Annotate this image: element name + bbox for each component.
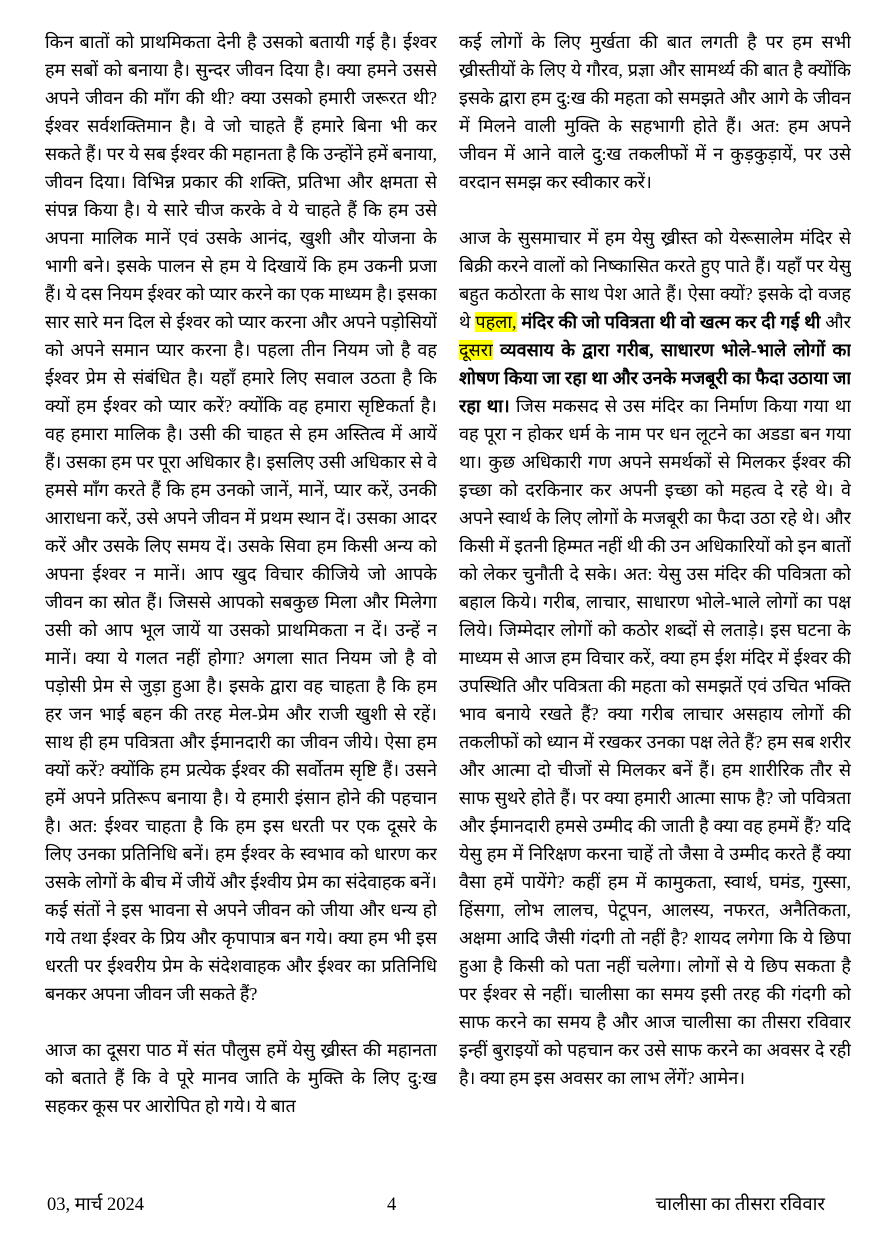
bold-text-run: व्यवसाय के द्वारा गरीब, साधारण भोले-भाले लोगों का शोषण किया जा रहा था और उनके मजबूरी का फैदा उठाया जा रहा था।	[459, 340, 851, 416]
page-body	[45, 28, 851, 1180]
bold-text-run: मंदिर की जो पवित्रता थी वो खत्म कर दी गई थी	[516, 312, 821, 332]
text-run: किन बातों को प्राथमिकता देनी है उसको बतायी गई है। ईश्वर हम सबों को बनाया है। सुन्दर जीवन दिया है। क्या हमने उससे अपने जीवन की माँग की थी? क्या उसको हमारी जरूरत थी? ईश्वर सर्वशक्तिमान है। वे जो चाहते हैं हमारे बिना भी कर सकते हैं। पर ये सब ईश्वर की महानता है कि उन्होंने हमें बनाया, जीवन दिया। विभिन्न प्रकार की शक्ति, प्रतिभा और क्षमता से संपन्न किया है। ये सारे चीज करके वे ये चाहते हैं कि हम उसे अपना मालिक मानें एवं उसके आनंद, खुशी और योजना के भागी बने। इसके पालन से हम ये दिखायें कि हम उकनी प्रजा हैं। ये दस नियम ईश्वर को प्यार करने का एक माध्यम है। इसका सार सारे मन दिल से ईश्वर को प्यार करना और अपने पड़ोसियों को अपने समान प्यार करना है। पहला तीन नियम जो है वह ईश्वर प्रेम से संबंधित है। यहाँ हमारे लिए सवाल उठता है कि क्यों हम ईश्वर को प्यार करें? क्योंकि वह हमारा सृष्टिकर्ता है। वह हमारा मालिक है। उसी की चाहत से हम अस्तित्व में आयें हैं। उसका हम पर पूरा अधिकार है। इसलिए उसी अधिकार से वे हमसे माँग करते हैं कि हम उनको जानें, मानें, प्यार करें, उनकी आराधना करें, उसे अपने जीवन में प्रथम स्थान दें। उसका आदर करें और उसके लिए समय दें। उसके सिवा हम किसी अन्य को अपना ईश्वर न मानें। आप खुद विचार कीजिये जो आपके जीवन का स्रोत हैं। जिससे आपको सबकुछ मिला और मिलेगा उसी को आप भूल जायें या उसको प्राथमिकता न दें। उन्हें न मानें। क्या ये गलत नहीं होगा? अगला सात नियम जो है वो पड़ोसी प्रेम से जुड़ा हुआ है। इसके द्वारा वह चाहता है कि हम हर जन भाई बहन की तरह मेल-प्रेम और राजी खुशी से रहें। साथ ही हम पवित्रता और ईमानदारी का जीवन जीये। ऐसा हम क्यों करें? क्योंकि हम प्रत्येक ईश्वर की सर्वोतम सृष्टि हैं। उसने हमें अपने प्रतिरूप बनाया है। ये हमारी इंसान होने की पहचान है। अत: ईश्वर चाहता है कि हम इस धरती पर एक दूसरे के लिए उनका प्रतिनिधि बनें। हम ईश्वर के स्वभाव को धारण कर उसके लोगों के बीच में जीयें और ईश्वीय प्रेम का संदेवाहक बनें। कई संतों ने इस भावना से अपने जीवन को जीया और धन्य हो गये तथा ईश्वर के प्रिय और कृपापात्र बन गये। क्या हम भी इस धरती पर ईश्वरीय प्रेम के संदेशवाहक और ईश्वर का प्रतिनिधि बनकर अपना जीवन जी सकते हैं?	[45, 32, 437, 1004]
paragraph	[459, 28, 851, 196]
text-run: जिस मकसद से उस मंदिर का निर्माण किया गया था वह पूरा न होकर धर्म के नाम पर धन लूटने का अडडा बन गया था। कुछ अधिकारी गण अपने समर्थकों से मिलकर ईश्वर की इच्छा को दरकिनार कर अपनी इच्छा को महत्व दे रहे थे। वे अपने स्वार्थ के लिए लोगों के मजबूरी का फैदा उठा रहे थे। और किसी में इतनी हिम्मत नहीं थी की उन अधिकारियों को इन बातों को लेकर चुनौती दे सके। अत: येसु उस मंदिर की पवित्रता को बहाल किये। गरीब, लाचार, साधारण भोले-भाले लोगों का पक्ष लिये। जिम्मेदार लोगों को कठोर शब्दों से लताड़े। इस घटना के माध्यम से आज हम विचार करें, क्या हम ईश मंदिर में ईश्वर की उपस्थिति और पवित्रता की महता को समझतें एवं उचित भक्ति भाव बनाये रखते हैं? क्या गरीब लाचार असहाय लोगों की तकलीफों को ध्यान में रखकर उनका पक्ष लेते हैं? हम सब शरीर और आत्मा दो चीजों से मिलकर बनें हैं। हम शारीरिक तौर से साफ सुथरे होते हैं। पर क्या हमारी आत्मा साफ है? जो पवित्रता और ईमानदारी हमसे उम्मीद की जाती है क्या वह हममें हैं? यदि येसु हम में निरिक्षण करना चाहें तो जैसा वे उम्मीद करते हैं क्या वैसा हमें पायेंगे? कहीं हम में कामुकता, स्वार्थ, घमंड, गुस्सा, हिंसगा, लोभ लालच, पेटूपन, आलस्य, नफरत, अनैतिकता, अक्षमा आदि जैसी गंदगी तो नहीं है? शायद लगेगा कि ये छिपा हुआ है किसी को पता नहीं चलेगा। लोगों से ये छिप सकता है पर ईश्वर से नहीं। चालीसा का समय इसी तरह की गंदगी को साफ करने का समय है और आज चालीसा का तीसरा रविवार इन्हीं बुराइयों को पहचान कर उसे साफ करने का अवसर दे रही है। क्या हम इस अवसर का लाभ लेंगें? आमेन।	[459, 396, 851, 1088]
text-run: आज के सुसमाचार में हम येसु ख्रीस्त को येरूसालेम मंदिर से बिक्री करने वालों को निष्कासित करते हुए पाते हैं। यहाँ पर येसु बहुत कठोरता के साथ पेश आते हैं। ऐसा क्यों? इसके दो वजह थे	[459, 228, 851, 332]
right-column	[459, 28, 851, 1180]
highlighted-text: पहला,	[475, 312, 517, 332]
text-run: आज का दूसरा पाठ में संत पौलुस हमें येसु ख्रीस्त की महानता को बताते हैं कि वे पूरे मानव जाति के मुक्ति के लिए दु:ख सहकर कूस पर आरोपित हो गये। ये बात	[45, 1040, 437, 1116]
text-run: और	[820, 312, 851, 332]
text-run: कई लोगों के लिए मुर्खता की बात लगती है पर हम सभी ख्रीस्तीयों के लिए ये गौरव, प्रज्ञा और सामर्थ्य की बात है क्योंकि इसके द्वारा हम दु:ख की महता को समझते और आगे के जीवन में मिलने वाली मुक्ति के सहभागी होते हैं। अत: हम अपने जीवन में आने वाले दु:ख तकलीफों में न कुड़कुड़ायें, पर उसे वरदान समझ कर स्वीकार करें।	[459, 32, 851, 192]
paragraph	[45, 1036, 437, 1120]
footer-edition-title: चालीसा का तीसरा रविवार	[655, 1195, 825, 1215]
page-footer	[47, 1193, 825, 1217]
footer-date: 03, मार्च 2024	[47, 1195, 144, 1215]
paragraph	[459, 224, 851, 1092]
highlighted-text: दूसरा	[459, 340, 493, 360]
left-column	[45, 28, 437, 1180]
paragraph	[45, 28, 437, 1008]
page-number: 4	[387, 1195, 397, 1215]
